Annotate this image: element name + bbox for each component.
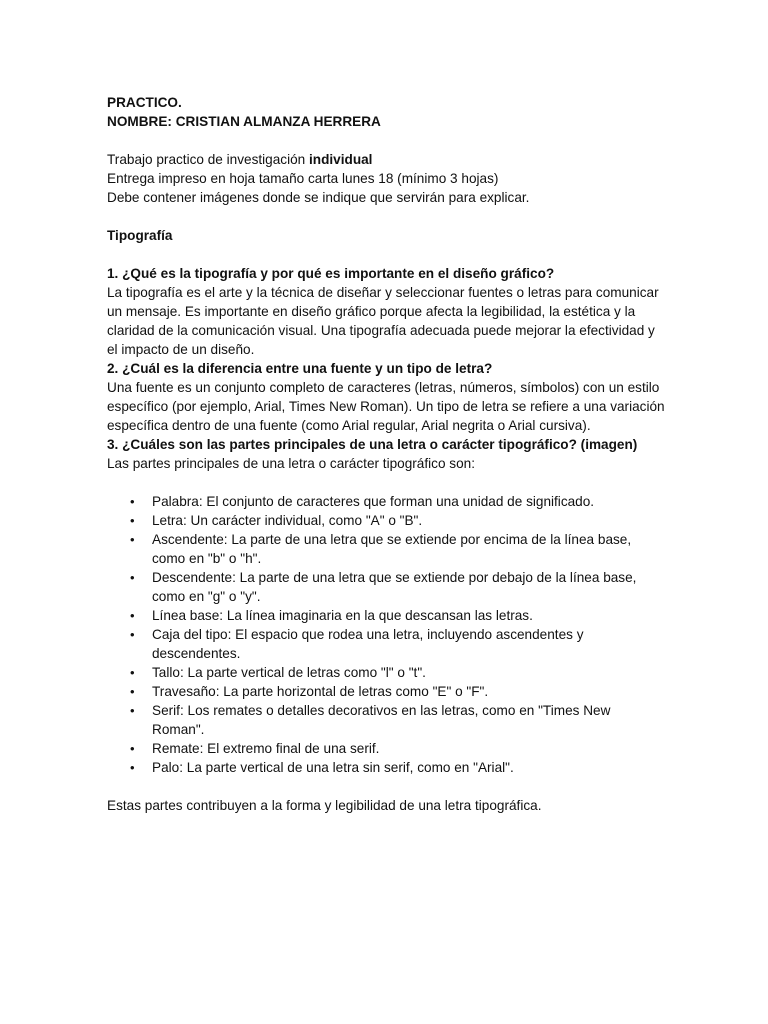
list-item-text: Caja del tipo: El espacio que rodea una letra, incluyendo ascendentes y descendentes. [152, 627, 584, 661]
bullet-icon: • [130, 684, 135, 699]
closing-text: Estas partes contribuyen a la forma y legibilidad de una letra tipográfica. [107, 798, 542, 813]
list-item-text: Descendente: La parte de una letra que se extiende por debajo de la línea base, como en "g" o "y". [152, 570, 637, 604]
list-item-text: Serif: Los remates o detalles decorativos en las letras, como en "Times New Roman". [152, 703, 611, 737]
spacer [107, 473, 667, 492]
bullet-icon: • [130, 760, 135, 775]
answer-2: Una fuente es un conjunto completo de caracteres (letras, números, símbolos) con un estilo específico (por ejemplo, Arial, Times New Roman). Un tipo de letra se refiere a una variación específica dentro de una fuente (como Arial regular, Arial negrita o Arial cursiva). [107, 380, 665, 433]
document-page [107, 93, 667, 815]
list-item [107, 568, 642, 606]
answer-1: La tipografía es el arte y la técnica de diseñar y seleccionar fuentes o letras para comunicar un mensaje. Es importante en diseño gráfico porque afecta la legibilidad, la estética y la claridad de la comunicación visual. Una tipografía adecuada puede mejorar la efectividad y el impacto de un diseño. [107, 285, 659, 357]
answer-3-intro: Las partes principales de una letra o carácter tipográfico son: [107, 456, 475, 471]
question-2: 2. ¿Cuál es la diferencia entre una fuente y un tipo de letra? [107, 361, 493, 376]
list-item-text: Palabra: El conjunto de caracteres que forman una unidad de significado. [152, 494, 595, 509]
spacer [107, 207, 667, 226]
section-title: Tipografía [107, 228, 173, 243]
spacer [107, 131, 667, 150]
header-line-nombre: NOMBRE: CRISTIAN ALMANZA HERRERA [107, 114, 381, 129]
bullet-icon: • [130, 703, 135, 718]
list-item [107, 492, 642, 511]
question-3: 3. ¿Cuáles son las partes principales de una letra o carácter tipográfico? (imagen) [107, 437, 638, 452]
intro-line-1-text: Trabajo practico de investigación [107, 152, 310, 167]
question-1: 1. ¿Qué es la tipografía y por qué es importante en el diseño gráfico? [107, 266, 555, 281]
bullet-icon: • [130, 608, 135, 623]
list-item-text: Línea base: La línea imaginaria en la que descansan las letras. [152, 608, 533, 623]
list-item-text: Travesaño: La parte horizontal de letras como "E" o "F". [152, 684, 489, 699]
bullet-icon: • [130, 532, 135, 547]
bullet-icon: • [130, 494, 135, 509]
list-item-text: Letra: Un carácter individual, como "A" o "B". [152, 513, 423, 528]
spacer [107, 777, 667, 796]
intro-line-3: Debe contener imágenes donde se indique que servirán para explicar. [107, 190, 530, 205]
bullet-icon: • [130, 627, 135, 642]
list-item-text: Tallo: La parte vertical de letras como "l" o "t". [152, 665, 426, 680]
list-item [107, 511, 642, 530]
bullet-icon: • [130, 741, 135, 756]
list-item [107, 701, 642, 739]
list-item [107, 682, 642, 701]
list-item [107, 606, 642, 625]
list-item [107, 663, 642, 682]
intro-line-1-bold: individual [309, 152, 373, 167]
list-item-text: Ascendente: La parte de una letra que se extiende por encima de la línea base, como en "b" o "h". [152, 532, 632, 566]
list-item [107, 625, 642, 663]
bullet-icon: • [130, 570, 135, 585]
intro-line-2: Entrega impreso en hoja tamaño carta lunes 18 (mínimo 3 hojas) [107, 171, 499, 186]
bullet-icon: • [130, 513, 135, 528]
list-item [107, 530, 642, 568]
bullet-icon: • [130, 665, 135, 680]
list-item-text: Remate: El extremo final de una serif. [152, 741, 380, 756]
list-item [107, 758, 642, 777]
list-item [107, 739, 642, 758]
header-line-practico: PRACTICO. [107, 95, 182, 110]
spacer [107, 245, 667, 264]
list-item-text: Palo: La parte vertical de una letra sin serif, como en "Arial". [152, 760, 514, 775]
intro-line-1 [107, 150, 667, 169]
parts-list [107, 492, 667, 777]
